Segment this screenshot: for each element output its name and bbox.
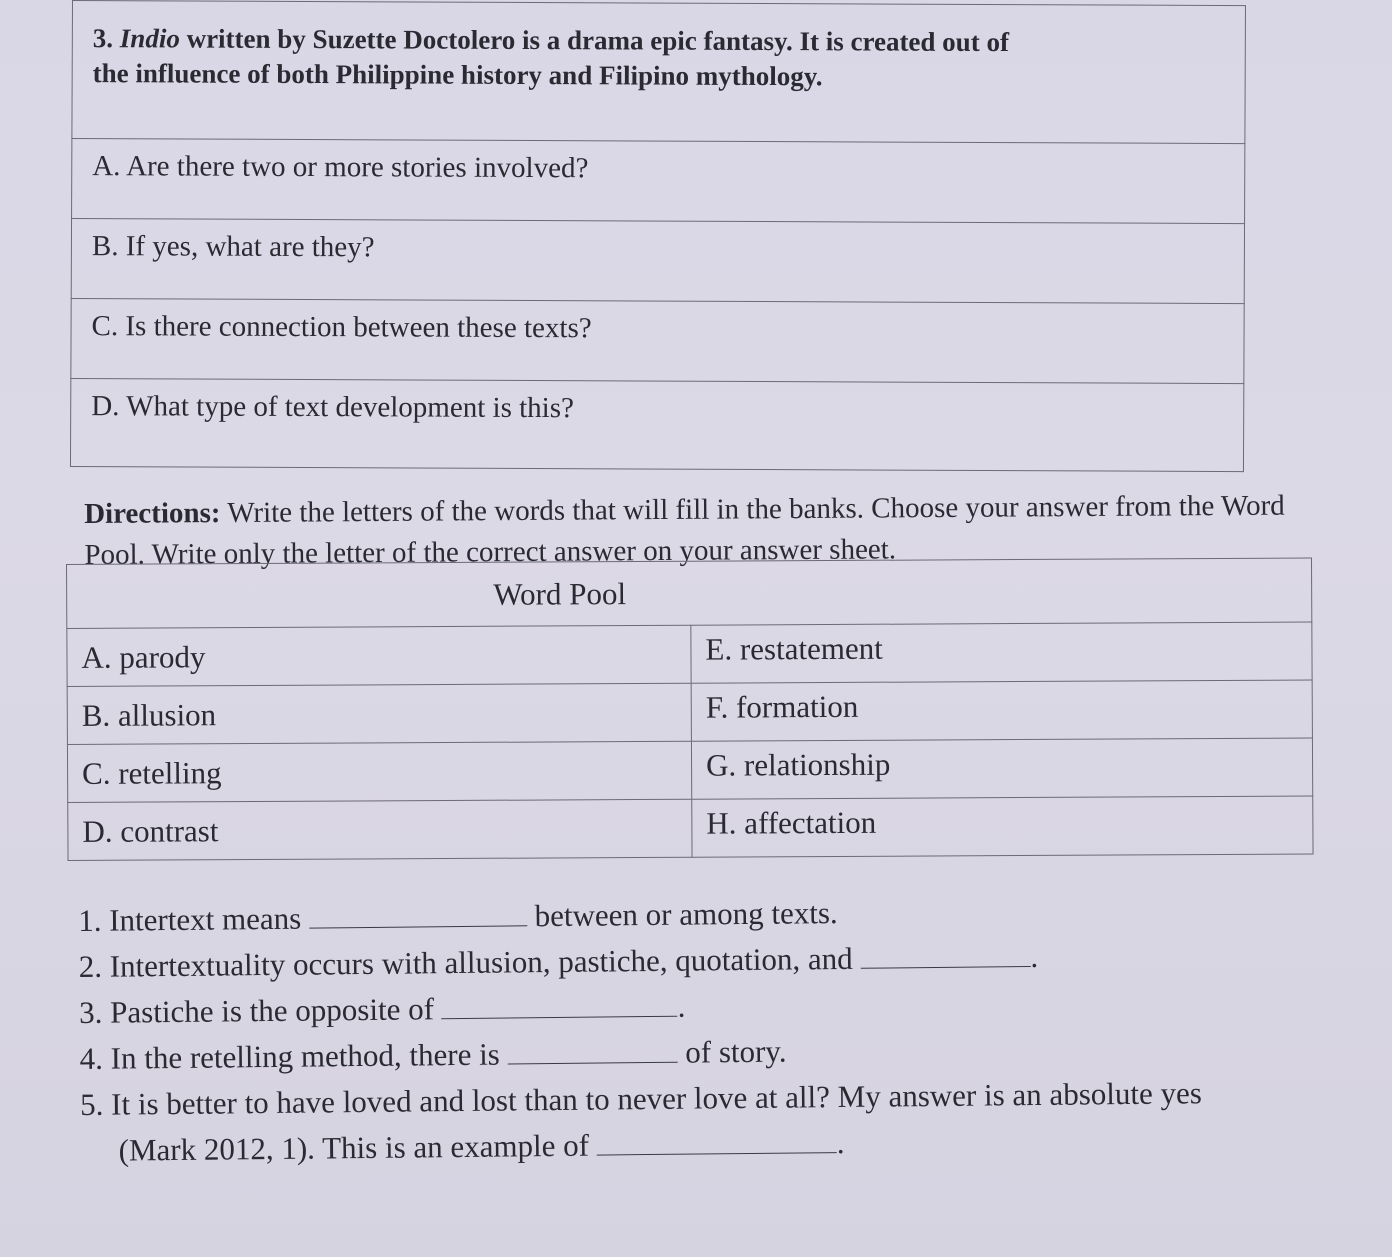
directions-label: Directions: xyxy=(84,497,221,530)
question-number: 3. xyxy=(92,23,114,54)
item-3: 3. Pastiche is the opposite of . xyxy=(79,976,1369,1036)
question-row-a: A. Are there two or more stories involved? xyxy=(72,139,1245,224)
answer-blank-3[interactable] xyxy=(441,986,677,1019)
question-3-prompt xyxy=(72,1,1246,144)
word-pool-item-f: F. formation xyxy=(691,680,1312,741)
title-italic: Indio xyxy=(119,23,180,54)
fill-in-items xyxy=(78,884,1371,1173)
item-4: 4. In the retelling method, there is of story. xyxy=(79,1033,787,1076)
word-pool-item-a: A. parody xyxy=(67,625,691,686)
item-2: 2. Intertextuality occurs with allusion, pastiche, quotation, and . xyxy=(78,930,1368,990)
question-row-d: D. What type of text development is this? xyxy=(70,378,1243,471)
word-pool-item-b: B. allusion xyxy=(67,683,691,744)
word-pool-item-h: H. affectation xyxy=(692,796,1313,857)
answer-blank-1[interactable] xyxy=(309,895,527,928)
word-pool-table xyxy=(66,557,1314,861)
word-pool-item-d: D. contrast xyxy=(68,799,692,860)
prompt-line2: the influence of both Philippine history and Filipino mythology. xyxy=(92,58,823,92)
prompt-line1: written by Suzette Doctolero is a drama epic fantasy. It is created out of xyxy=(179,23,1010,58)
directions-text: Write the letters of the words that will fill in the banks. Choose your answer from the Word Pool. Write only the letter of the correct answer on your answer sheet. xyxy=(84,489,1285,571)
word-pool-item-e: E. restatement xyxy=(691,622,1312,683)
answer-blank-5[interactable] xyxy=(597,1122,837,1156)
item-5-continued: (Mark 2012, 1). This is an example of . xyxy=(80,1114,1370,1174)
question-row-c: C. Is there connection between these texts? xyxy=(71,298,1244,383)
question-3-table xyxy=(70,0,1246,472)
item-5: 5. It is better to have loved and lost than to never love at all? My answer is an absolute yes xyxy=(79,1075,1203,1122)
answer-blank-2[interactable] xyxy=(860,936,1030,969)
question-row-b: B. If yes, what are they? xyxy=(71,219,1244,304)
word-pool-item-g: G. relationship xyxy=(691,738,1312,799)
item-1: 1. Intertext means between or among texts. xyxy=(78,895,838,938)
word-pool-item-c: C. retelling xyxy=(67,741,691,802)
word-pool-title: Word Pool xyxy=(67,558,1312,629)
answer-blank-4[interactable] xyxy=(507,1032,677,1065)
